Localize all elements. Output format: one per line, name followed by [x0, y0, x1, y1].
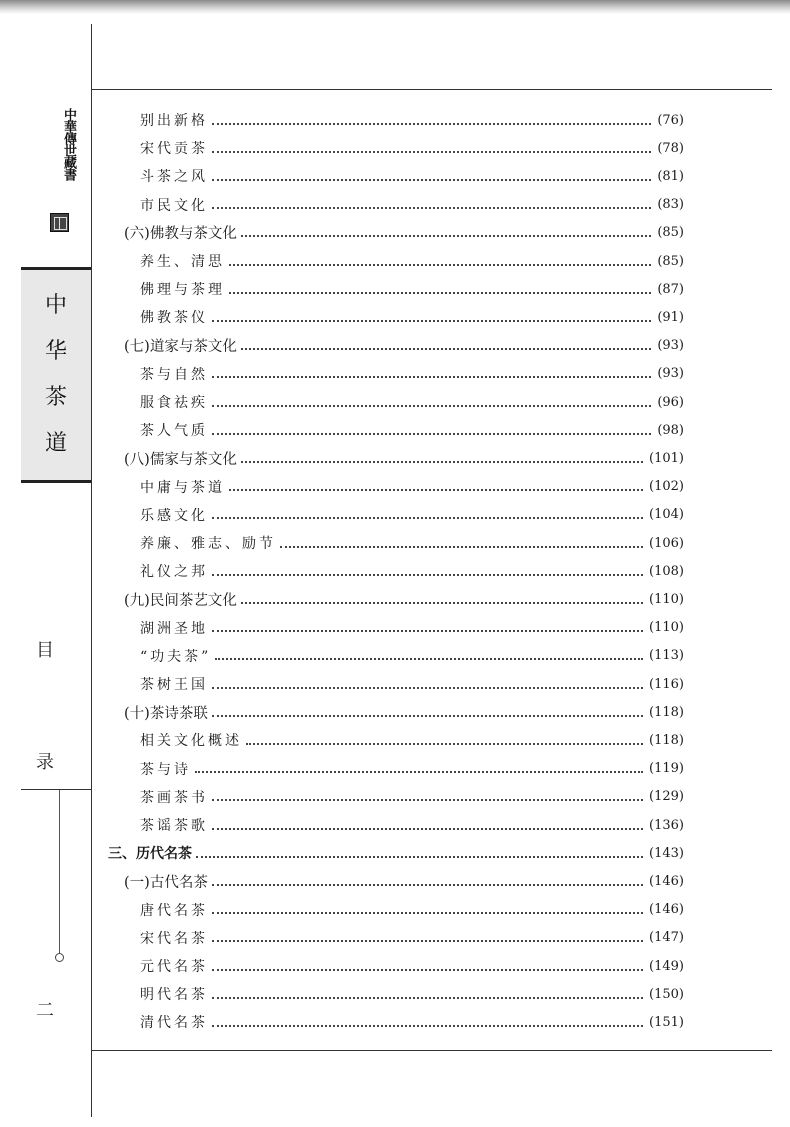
section-label-char: 录 — [36, 752, 54, 773]
toc-entry-page: (78) — [657, 140, 684, 156]
toc-entry-title: 斗茶之风 — [140, 169, 208, 186]
toc-entry-title: 唐代名茶 — [140, 902, 208, 919]
ring-icon — [55, 953, 64, 962]
toc-entry-title: 清代名茶 — [140, 1015, 208, 1032]
sidebar-thread-line — [59, 790, 60, 953]
toc-dot-leader — [215, 657, 643, 660]
toc-entry — [140, 108, 684, 132]
toc-dot-leader — [212, 404, 651, 407]
toc-entry-page: (85) — [657, 253, 684, 269]
toc-dot-leader — [212, 686, 643, 689]
toc-entry-title: (一)古代名茶 — [124, 874, 208, 891]
toc-entry — [140, 418, 684, 442]
toc-entry-page: (104) — [649, 507, 684, 523]
toc-entry — [140, 757, 684, 781]
toc-entry-page: (110) — [649, 620, 684, 636]
toc-dot-leader — [280, 545, 643, 548]
toc-entry-title: 中庸与茶道 — [140, 479, 225, 496]
toc-entry — [140, 813, 684, 837]
toc-dot-leader — [195, 770, 643, 773]
toc-entry-page: (93) — [657, 338, 684, 354]
toc-dot-leader — [212, 375, 651, 378]
toc-entry-title: 茶人气质 — [140, 423, 208, 440]
toc-entry-page: (96) — [657, 394, 684, 410]
seal-icon — [50, 213, 69, 232]
toc-entry — [140, 982, 684, 1006]
toc-entry-page: (150) — [649, 986, 684, 1002]
toc-dot-leader — [212, 516, 643, 519]
page-top-shadow — [0, 0, 790, 14]
toc-dot-leader — [212, 206, 651, 209]
toc-entry-title: 茶树王国 — [140, 677, 208, 693]
toc-entry-page: (106) — [649, 535, 684, 551]
toc-dot-leader — [212, 319, 651, 322]
sidebar-rule — [21, 789, 91, 790]
toc-entry-title: (六)佛教与茶文化 — [124, 226, 237, 243]
toc-entry — [140, 785, 684, 809]
toc-entry-page: (87) — [657, 281, 684, 297]
toc-entry-title: 乐感文化 — [140, 507, 208, 524]
toc-entry-title: 养生、清思 — [140, 254, 225, 270]
toc-entry-title: (九)民间茶艺文化 — [124, 592, 237, 609]
toc-entry — [124, 334, 684, 358]
toc-dot-leader — [229, 488, 643, 491]
toc-dot-leader — [212, 939, 643, 942]
toc-dot-leader — [212, 968, 643, 971]
toc-entry-title: 佛理与茶理 — [140, 282, 225, 299]
toc-entry-page: (85) — [657, 225, 684, 241]
toc-entry — [140, 898, 684, 922]
toc-entry — [124, 700, 684, 724]
toc-entry-title: 相关文化概述 — [140, 733, 242, 750]
toc-entry — [124, 587, 684, 611]
book-title-char: 华 — [44, 339, 67, 364]
toc-entry-title: 茶谣茶歌 — [140, 818, 208, 834]
toc-entry — [140, 362, 684, 386]
toc-dot-leader — [212, 178, 651, 181]
toc-dot-leader — [229, 263, 651, 266]
toc-entry — [140, 193, 684, 217]
toc-entry-page: (98) — [657, 422, 684, 438]
toc-entry — [124, 446, 684, 470]
toc-dot-leader — [212, 827, 643, 830]
toc-entry — [140, 277, 684, 301]
toc-entry-page: (149) — [649, 958, 684, 974]
footer-rule — [92, 1050, 772, 1051]
toc-dot-leader — [212, 714, 643, 717]
toc-entry — [140, 531, 684, 555]
toc-entry — [140, 136, 684, 160]
toc-entry-title: 宋代贡茶 — [140, 141, 208, 158]
toc-entry-page: (101) — [649, 450, 684, 466]
toc-entry — [140, 926, 684, 950]
toc-entry-page: (147) — [649, 930, 684, 946]
toc-entry — [140, 249, 684, 273]
toc-entry-title: 三、历代名茶 — [108, 846, 192, 863]
toc-entry-page: (129) — [649, 789, 684, 805]
toc-entry-page: (118) — [649, 704, 684, 720]
toc-dot-leader — [212, 883, 643, 886]
margin-vertical-rule — [91, 24, 92, 1117]
toc-dot-leader — [212, 432, 651, 435]
toc-entry-page: (143) — [649, 845, 684, 861]
toc-entry-page: (136) — [649, 817, 684, 833]
toc-dot-leader — [241, 234, 651, 237]
toc-entry — [124, 221, 684, 245]
toc-dot-leader — [212, 996, 643, 999]
toc-entry-page: (83) — [657, 197, 684, 213]
toc-entry-title: 茶画茶书 — [140, 789, 208, 806]
toc-entry-title: (七)道家与茶文化 — [124, 339, 237, 356]
toc-entry-page: (81) — [657, 168, 684, 184]
toc-entry-page: (151) — [649, 1014, 684, 1030]
toc-entry-title: 湖洲圣地 — [140, 620, 208, 637]
toc-dot-leader — [212, 1024, 643, 1027]
toc-entry-title: 茶与诗 — [140, 761, 191, 778]
toc-dot-leader — [241, 601, 643, 604]
toc-dot-leader — [196, 855, 643, 858]
toc-entry-title: 宋代名茶 — [140, 930, 208, 947]
toc-entry-title: “功夫茶” — [140, 648, 212, 665]
toc-entry — [140, 1010, 684, 1034]
toc-dot-leader — [212, 122, 651, 125]
toc-entry-title: 茶与自然 — [140, 366, 208, 383]
series-title: 中華傳世藏書 — [61, 108, 76, 180]
toc-entry — [140, 305, 684, 329]
toc-dot-leader — [212, 150, 651, 153]
section-label-char: 目 — [36, 640, 54, 661]
book-title-char: 茶 — [44, 385, 67, 410]
toc-entry — [140, 728, 684, 752]
toc-entry-title: 礼仪之邦 — [140, 564, 208, 581]
toc-entry — [108, 841, 684, 865]
toc-entry-page: (113) — [649, 648, 684, 664]
toc-entry-page: (76) — [657, 112, 684, 128]
toc-entry-page: (119) — [649, 761, 684, 777]
toc-entry-page: (118) — [649, 732, 684, 748]
toc-dot-leader — [212, 911, 643, 914]
page-number: 二 — [36, 1000, 54, 1021]
toc-entry-title: 养廉、雅志、励节 — [140, 536, 276, 552]
toc-dot-leader — [241, 347, 651, 350]
toc-dot-leader — [212, 629, 643, 632]
toc-entry-title: 市民文化 — [140, 197, 208, 214]
toc-dot-leader — [241, 460, 643, 463]
toc-entry-title: 佛教茶仪 — [140, 310, 208, 327]
toc-entry-page: (146) — [649, 873, 684, 889]
toc-entry — [140, 954, 684, 978]
toc-dot-leader — [246, 742, 643, 745]
toc-entry-title: 明代名茶 — [140, 987, 208, 1004]
book-title-char: 中 — [44, 293, 67, 318]
toc-entry — [124, 869, 684, 893]
toc-entry — [140, 559, 684, 583]
toc-entry-title: (十)茶诗茶联 — [124, 705, 208, 722]
toc-entry — [140, 475, 684, 499]
header-rule — [92, 89, 772, 90]
toc-entry — [140, 390, 684, 414]
book-title-char: 道 — [44, 431, 67, 456]
toc-entry — [140, 672, 684, 696]
toc-entry-title: 别出新格 — [140, 113, 208, 129]
toc-entry-title: (八)儒家与茶文化 — [124, 451, 237, 468]
toc-entry — [140, 164, 684, 188]
toc-dot-leader — [229, 291, 651, 294]
toc-entry-page: (116) — [649, 676, 684, 692]
toc-entry-title: 服食祛疾 — [140, 395, 208, 411]
toc-entry-page: (91) — [657, 309, 684, 325]
toc-entry — [140, 503, 684, 527]
toc-entry — [140, 644, 684, 668]
toc-entry — [140, 616, 684, 640]
toc-entry-page: (102) — [649, 479, 684, 495]
toc-entry-page: (110) — [649, 591, 684, 607]
toc-entry-page: (93) — [657, 366, 684, 382]
toc-entry-page: (108) — [649, 563, 684, 579]
toc-entry-page: (146) — [649, 902, 684, 918]
toc-entry-title: 元代名茶 — [140, 959, 208, 975]
toc-dot-leader — [212, 573, 643, 576]
toc-dot-leader — [212, 798, 643, 801]
book-title-block — [21, 267, 91, 483]
